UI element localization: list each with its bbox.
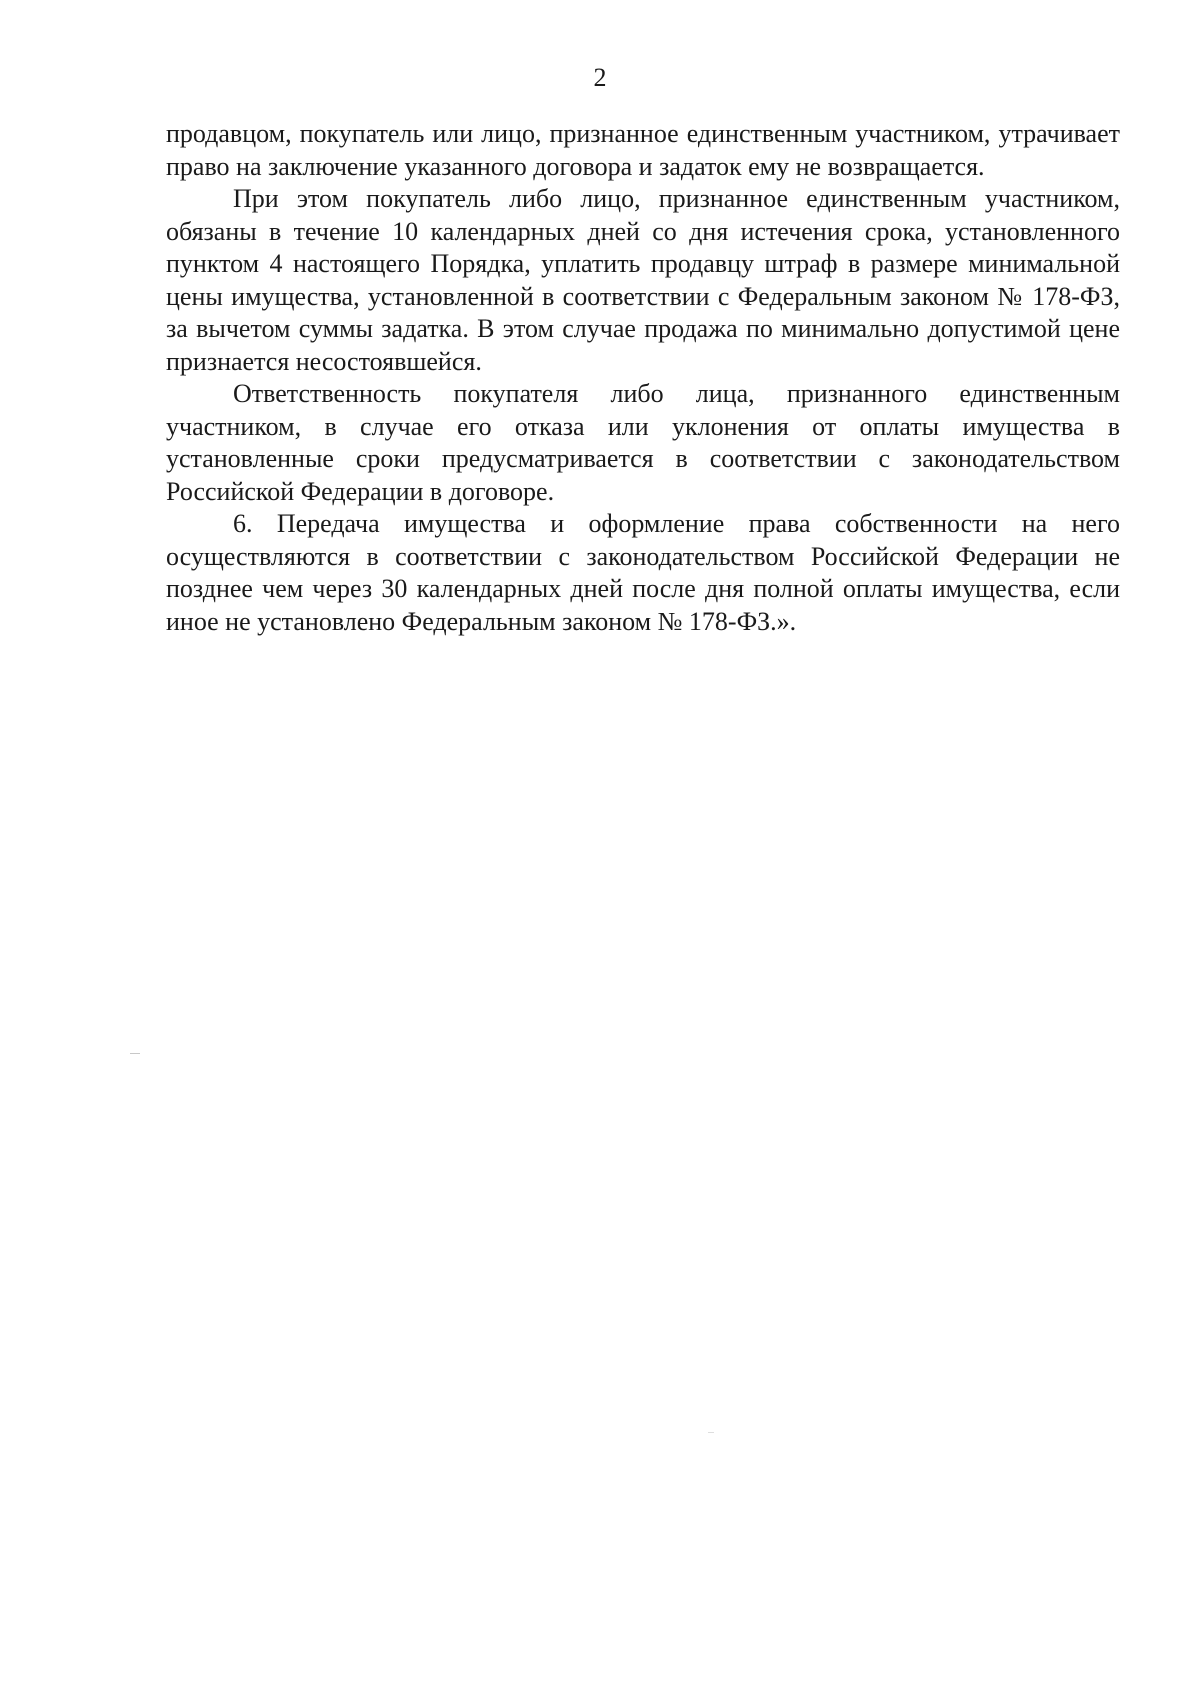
paragraph-penalty: При этом покупатель либо лицо, признанное единственным участником, обязаны в течение 10 календарных дней со дня истечения срока, установленного пунктом 4 настоящего Порядка, уплатить продавцу штраф в размере минимальной цены имущества, установленной в соответствии с Федеральным законом № 178-ФЗ, за вычетом суммы задатка. В этом случае продажа по минимально допустимой цене признается несостоявшейся. (166, 184, 1120, 376)
page-number: 2 (593, 63, 607, 92)
paragraph-continuation: продавцом, покупатель или лицо, признанное единственным участником, утрачивает право на заключение указанного договора и задаток ему не возвращается. (166, 119, 1120, 181)
paragraph-liability: Ответственность покупателя либо лица, признанного единственным участником, в случае его отказа или уклонения от оплаты имущества в установленные сроки предусматривается в соответствии с законодательством Российской Федерации в договоре. (166, 379, 1120, 506)
document-body (166, 118, 1120, 638)
scan-artifact (130, 1053, 140, 1054)
scan-artifact (708, 1432, 714, 1433)
paragraph-item-6: 6. Передача имущества и оформление права собственности на него осуществляются в соответствии с законодательством Российской Федерации не позднее чем через 30 календарных дней после дня полной оплаты имущества, если иное не установлено Федеральным законом № 178-ФЗ.». (166, 509, 1120, 636)
